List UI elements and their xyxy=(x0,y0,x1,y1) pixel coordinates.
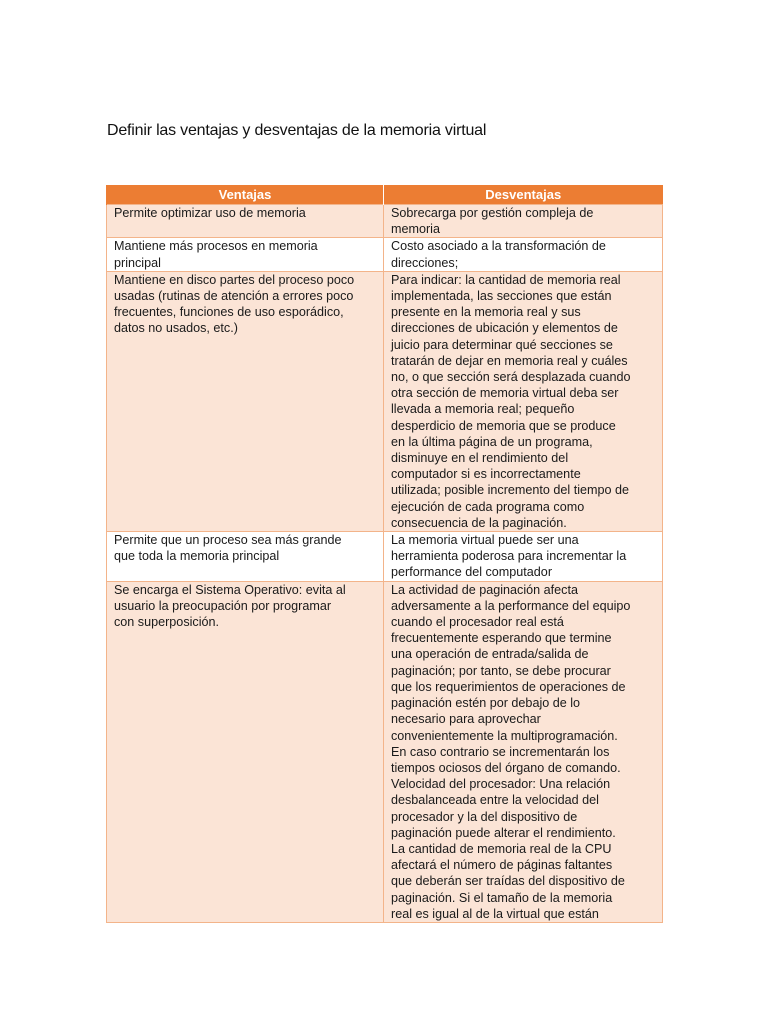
header-desventajas: Desventajas xyxy=(384,185,663,205)
desventaja-cell: Para indicar: la cantidad de memoria real implementada, las secciones que están presente en la memoria real y sus direcciones de ubicación y elementos de juicio para determinar qué secciones se tratarán de dejar en memoria real y cuáles no, o que sección será desplazada cuando otra sección de memoria virtual deba ser llevada a memoria real; pequeño desperdicio de memoria que se produce en la última página de un programa, disminuye en el rendimiento del computador si es incorrectamente utilizada; posible incremento del tiempo de ejecución de cada programa como consecuencia de la paginación. xyxy=(384,271,663,531)
ventaja-cell: Mantiene más procesos en memoria principal xyxy=(107,238,384,271)
document-title: Definir las ventajas y desventajas de la memoria virtual xyxy=(107,122,487,139)
header-ventajas: Ventajas xyxy=(107,185,384,205)
desventaja-cell: Costo asociado a la transformación de direcciones; xyxy=(384,238,663,271)
desventaja-cell: Sobrecarga por gestión compleja de memoria xyxy=(384,205,663,238)
table-row xyxy=(107,271,663,531)
table-row xyxy=(107,238,663,271)
ventaja-cell: Mantiene en disco partes del proceso poco usadas (rutinas de atención a errores poco frecuentes, funciones de uso esporádico, datos no usados, etc.) xyxy=(107,271,384,531)
advantages-disadvantages-table xyxy=(106,185,663,923)
ventaja-cell: Permite optimizar uso de memoria xyxy=(107,205,384,238)
desventaja-cell: La memoria virtual puede ser una herramienta poderosa para incrementar la performance del computador xyxy=(384,532,663,582)
table-row xyxy=(107,205,663,238)
table-header-row xyxy=(107,185,663,205)
ventaja-cell: Permite que un proceso sea más grande que toda la memoria principal xyxy=(107,532,384,582)
table-row xyxy=(107,581,663,922)
table-row xyxy=(107,532,663,582)
ventaja-cell: Se encarga el Sistema Operativo: evita al usuario la preocupación por programar con superposición. xyxy=(107,581,384,922)
desventaja-cell: La actividad de paginación afecta adversamente a la performance del equipo cuando el procesador real está frecuentemente esperando que termine una operación de entrada/salida de paginación; por tanto, se debe procurar que los requerimientos de operaciones de paginación estén por debajo de lo necesario para aprovechar convenientemente la multiprogramación. En caso contrario se incrementarán los tiempos ociosos del órgano de comando. Velocidad del procesador: Una relación desbalanceada entre la velocidad del procesador y la del dispositivo de paginación puede alterar el rendimiento. La cantidad de memoria real de la CPU afectará el número de páginas faltantes que deberán ser traídas del dispositivo de paginación. Si el tamaño de la memoria real es igual al de la virtual que están xyxy=(384,581,663,922)
